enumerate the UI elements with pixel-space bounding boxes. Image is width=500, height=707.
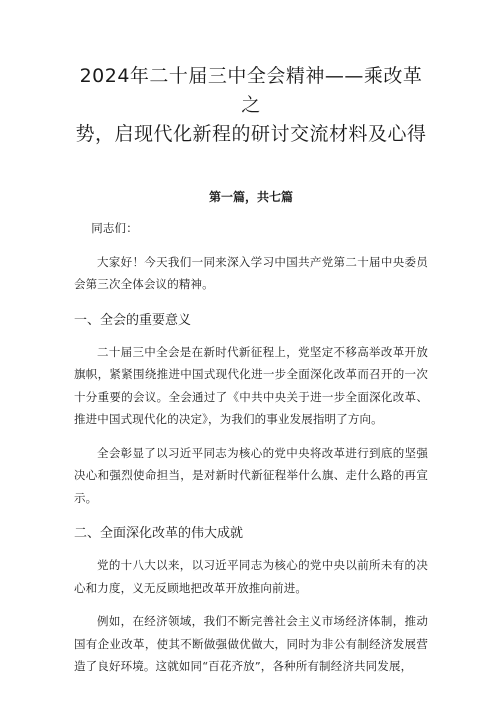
section-1-paragraph-1: 二十届三中全会是在新时代新征程上，党坚定不移高举改革开放旗帜，紧紧围绕推进中国式现代化进一步全面深化改革而召开的一次十分重要的会议。全会通过了《中共中央关于进一步全面深化改革、推进中国式现代化的决定》，为我们的事业发展指明了方向。: [74, 344, 428, 426]
intro-paragraph: 大家好！今天我们一同来深入学习中国共产党第二十届中央委员会第三次全体会议的精神。: [74, 254, 428, 291]
section-2-paragraph-2: 例如，在经济领域，我们不断完善社会主义市场经济体制，推动国有企业改革，使其不断做强做优做大，同时为非公有制经济发展营造了良好环境。这就如同“百花齐放”，各种所有制经济共同发展，: [74, 614, 428, 673]
section-2-paragraph-1: 党的十八大以来，以习近平同志为核心的党中央以前所未有的决心和力度，义无反顾地把改革开放推向前进。: [74, 558, 428, 595]
document-title: [74, 62, 428, 149]
section-1-paragraph-2: 全会彰显了以习近平同志为核心的党中央将改革进行到底的坚强决心和强烈使命担当，是对新时代新征程举什么旗、走什么路的再宣示。: [74, 445, 428, 505]
section-2-heading: 二、全面深化改革的伟大成就: [74, 526, 244, 541]
title-line-1: 2024年二十届三中全会精神——乘改革之: [79, 65, 423, 116]
document-subtitle: 第一篇，共七篇: [208, 190, 293, 204]
greeting: 同志们：: [91, 221, 138, 235]
title-line-2: 势，启现代化新程的研讨交流材料及心得: [75, 123, 427, 145]
section-1-heading: 一、全会的重要意义: [74, 312, 192, 328]
